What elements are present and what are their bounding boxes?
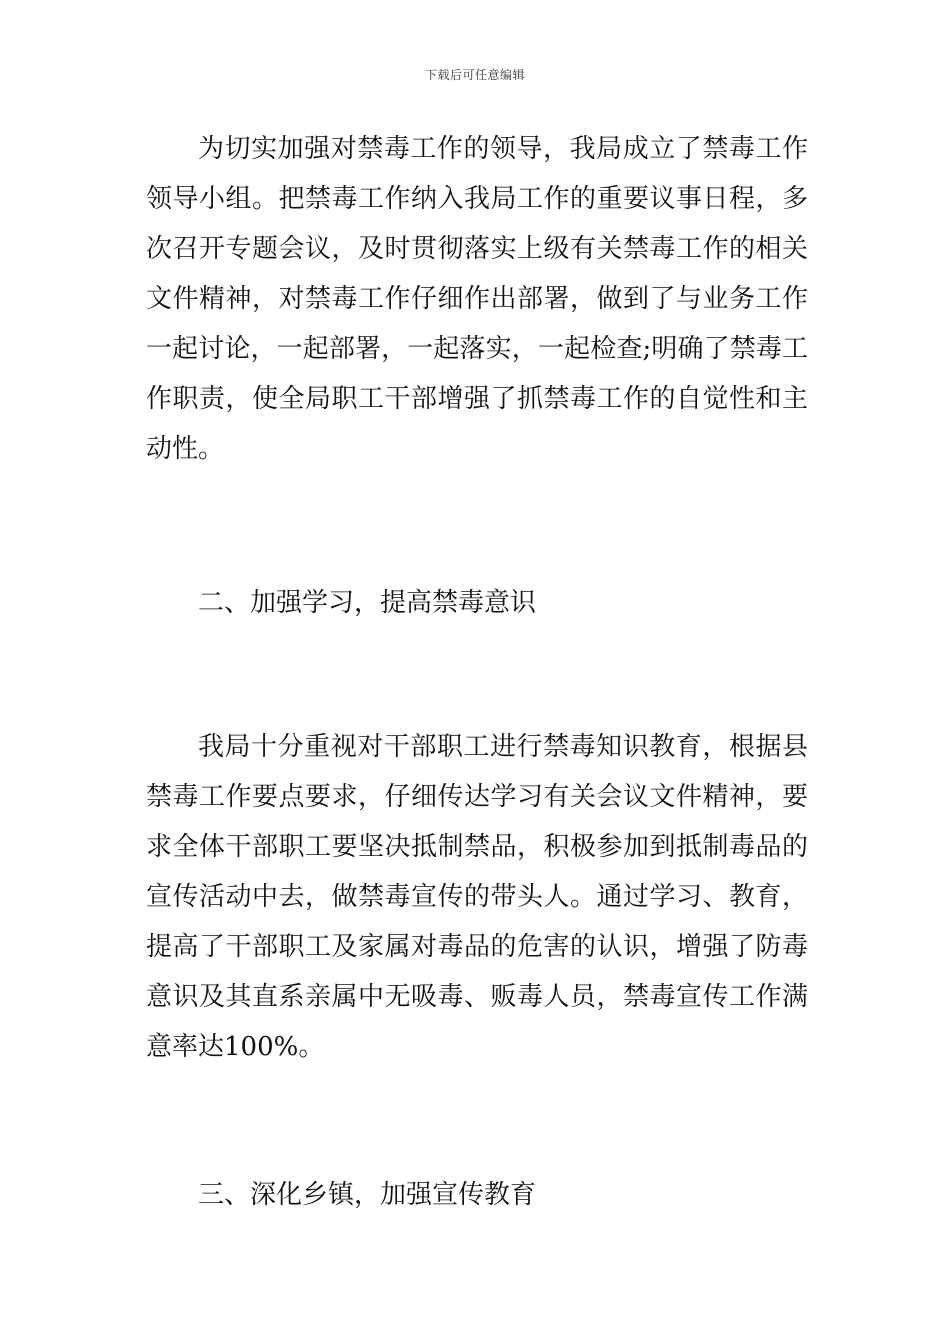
section-heading-2: 二、加强学习，提高禁毒意识 <box>198 588 537 618</box>
section-heading-3: 三、深化乡镇，加强宣传教育 <box>198 1180 537 1210</box>
paragraph-study: 我局十分重视对干部职工进行禁毒知识教育，根据县禁毒工作要点要求，仔细传达学习有关会议文件精神，要求全体干部职工要坚决抵制禁品，积极参加到抵制毒品的宣传活动中去，做禁毒宣传的带头人。通过学习、教育，提高了干部职工及家属对毒品的危害的认识，增强了防毒意识及其直系亲属中无吸毒、贩毒人员，禁毒宣传工作满意率达100%。 <box>146 732 808 1062</box>
paragraph-leadership: 为切实加强对禁毒工作的领导，我局成立了禁毒工作领导小组。把禁毒工作纳入我局工作的重要议事日程，多次召开专题会议，及时贯彻落实上级有关禁毒工作的相关文件精神，对禁毒工作仔细作出部署，做到了与业务工作一起讨论，一起部署，一起落实，一起检查;明确了禁毒工作职责，使全局职工干部增强了抓禁毒工作的自觉性和主动性。 <box>146 134 808 464</box>
header-note: 下载后可任意编辑 <box>424 68 525 82</box>
